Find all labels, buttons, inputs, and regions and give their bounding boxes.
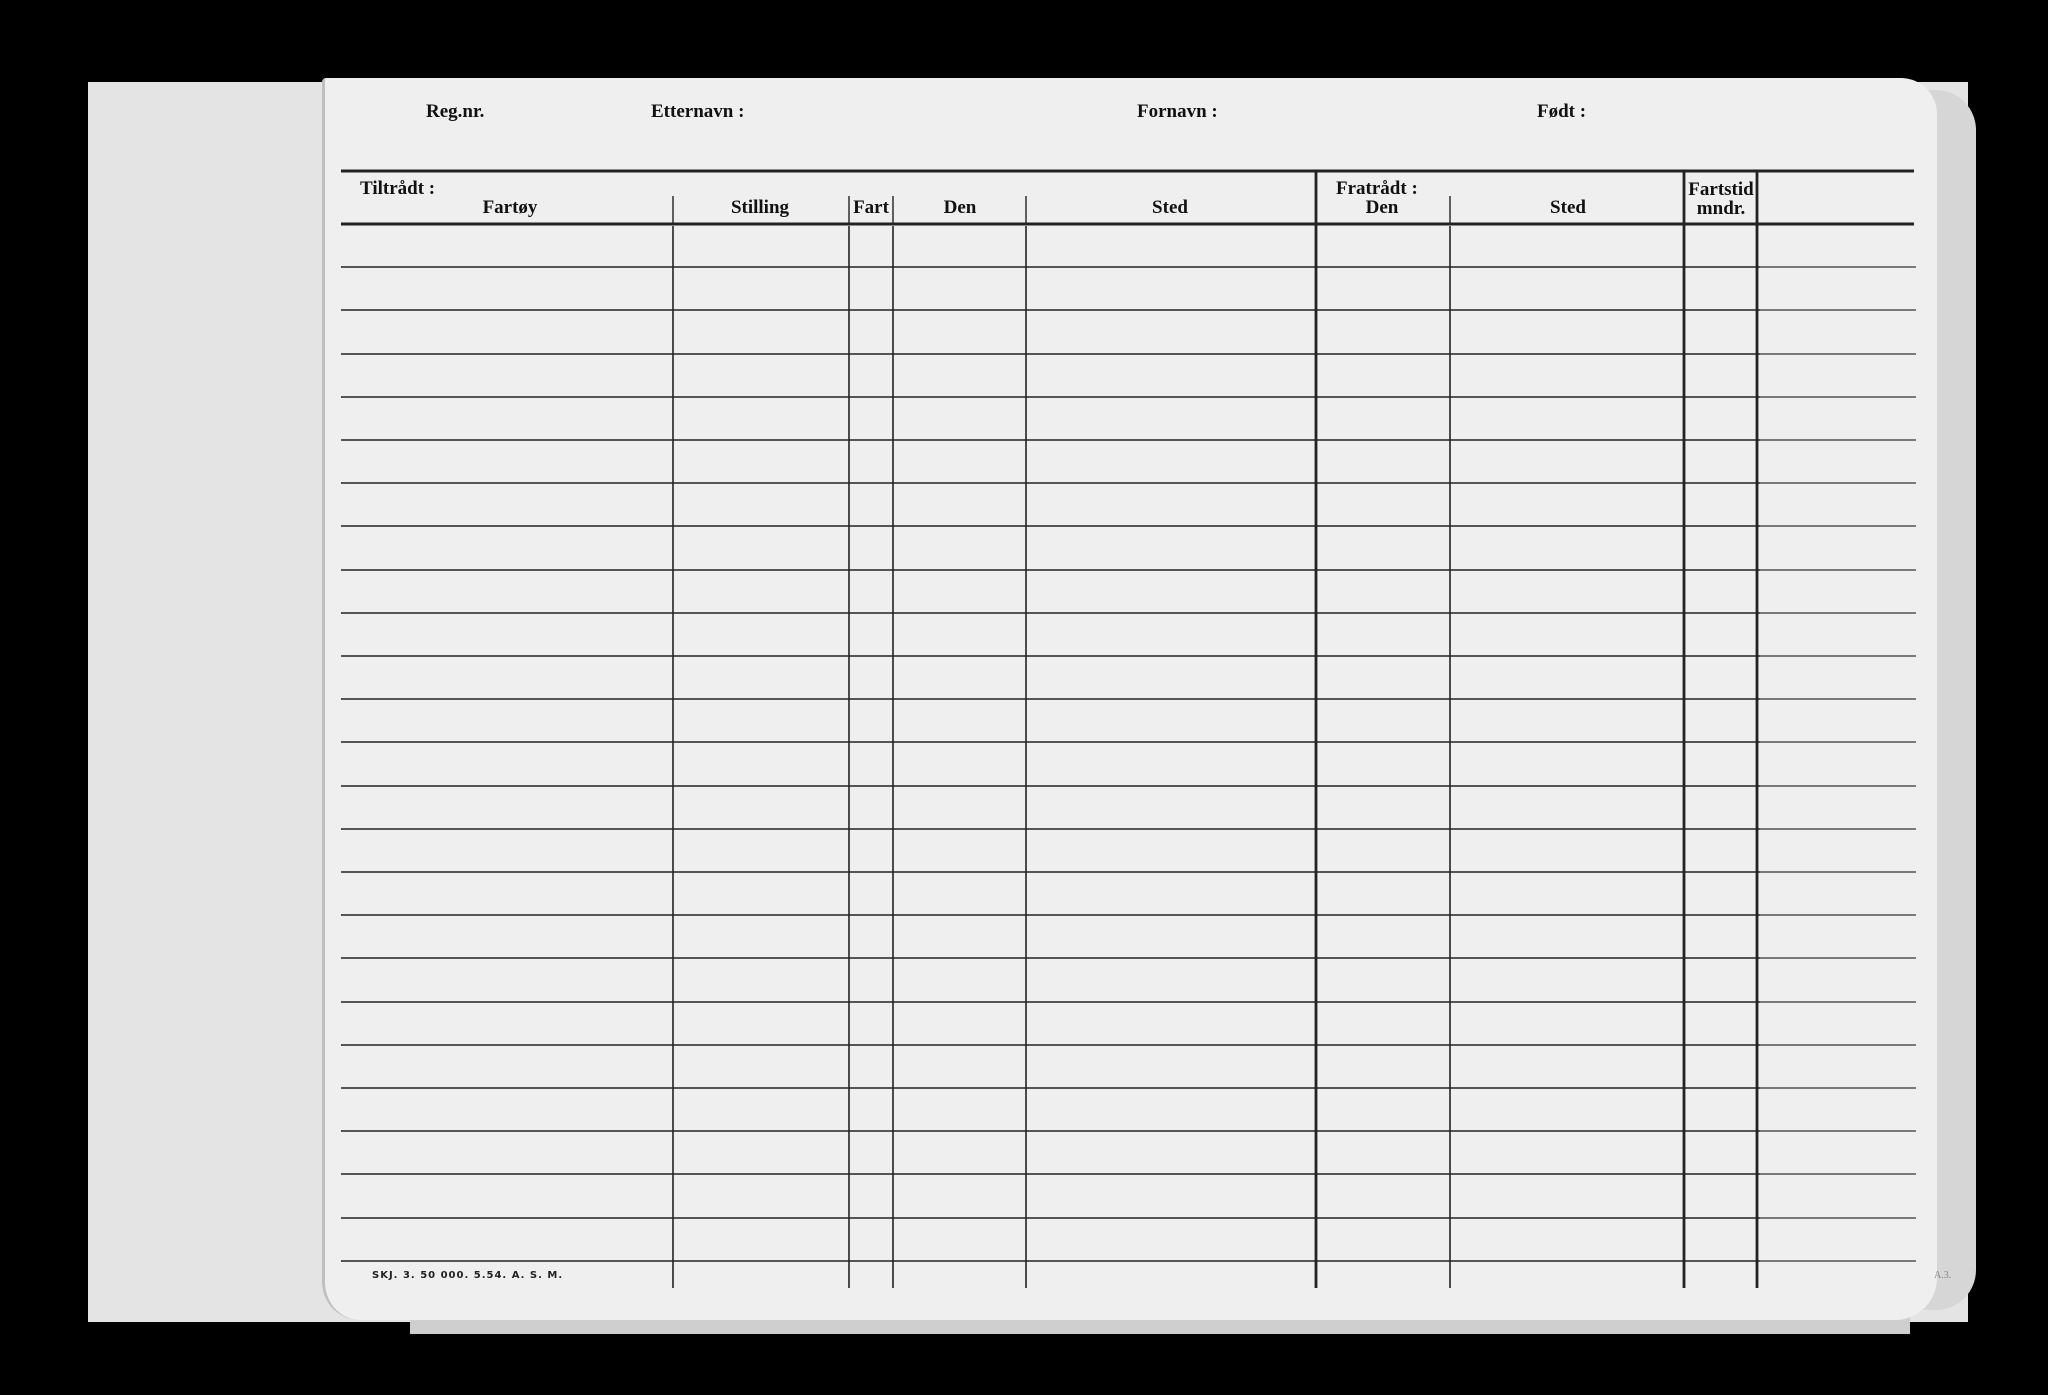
print-note: SKJ. 3. 50 000. 5.54. A. S. M. [372, 1270, 564, 1281]
regnr-label: Reg.nr. [426, 101, 485, 122]
col-header-sted-fratradt: Sted [1550, 197, 1586, 218]
corner-note: A.3. [1934, 1270, 1952, 1281]
etternavn-label: Etternavn : [651, 101, 745, 122]
col-header-fartoy: Fartøy [482, 197, 538, 218]
fartstid-line2: mndr. [1696, 198, 1746, 219]
fodt-label: Født : [1537, 101, 1587, 122]
fornavn-label: Fornavn : [1137, 101, 1218, 122]
fartstid-line1: Fartstid [1688, 179, 1754, 200]
col-header-sted-tiltradt: Sted [1152, 197, 1188, 218]
col-header-fart: Fart [853, 197, 889, 218]
tiltradt-label: Tiltrådt : [360, 178, 436, 199]
col-header-stilling: Stilling [730, 197, 790, 218]
fratradt-label: Fratrådt : [1336, 178, 1418, 199]
col-header-den-fratradt: Den [1365, 197, 1399, 218]
col-header-den-tiltradt: Den [943, 197, 977, 218]
